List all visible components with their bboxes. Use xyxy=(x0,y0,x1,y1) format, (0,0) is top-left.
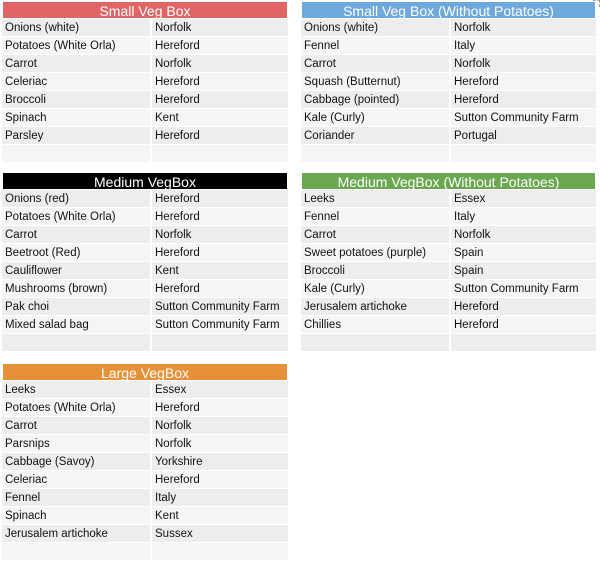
table-row xyxy=(2,280,288,298)
table-row xyxy=(2,316,288,334)
origin-cell: Italy xyxy=(152,489,288,507)
table-row xyxy=(2,417,288,435)
origin-cell: Yorkshire xyxy=(152,453,288,471)
vegetable-cell: Fennel xyxy=(301,37,451,55)
empty-cell xyxy=(152,543,288,561)
empty-cell xyxy=(152,334,288,352)
table-header: Small Veg Box (Without Potatoes) xyxy=(301,1,596,19)
table-row xyxy=(2,262,288,280)
table-row xyxy=(301,37,596,55)
selection-corner-marker xyxy=(593,0,600,7)
vegetable-cell: Carrot xyxy=(301,226,451,244)
vegetable-cell: Spinach xyxy=(2,109,152,127)
origin-cell: Hereford xyxy=(451,298,596,316)
vegetable-cell: Jerusalem artichoke xyxy=(301,298,451,316)
vegetable-cell: Broccoli xyxy=(301,262,451,280)
vegetable-cell: Parsley xyxy=(2,127,152,145)
table-row xyxy=(2,489,288,507)
table-row xyxy=(2,109,288,127)
origin-cell: Hereford xyxy=(152,244,288,262)
table-row xyxy=(2,381,288,399)
vegetable-cell: Cabbage (Savoy) xyxy=(2,453,152,471)
empty-cell xyxy=(301,145,451,163)
origin-cell: Kent xyxy=(152,507,288,525)
table-row xyxy=(2,55,288,73)
table-body xyxy=(301,19,596,163)
origin-cell: Hereford xyxy=(152,208,288,226)
table-row xyxy=(301,262,596,280)
vegetable-cell: Fennel xyxy=(2,489,152,507)
vegetable-cell: Chillies xyxy=(301,316,451,334)
vegetable-cell: Leeks xyxy=(301,190,451,208)
vegetable-cell: Broccoli xyxy=(2,91,152,109)
origin-cell: Norfolk xyxy=(451,226,596,244)
vegetable-cell: Mushrooms (brown) xyxy=(2,280,152,298)
origin-cell: Kent xyxy=(152,109,288,127)
origin-cell: Norfolk xyxy=(152,55,288,73)
vegetable-cell: Onions (red) xyxy=(2,190,152,208)
small-veg-box-without-potatoes-table xyxy=(301,1,596,163)
vegetable-cell: Fennel xyxy=(301,208,451,226)
vegetable-cell: Potatoes (White Orla) xyxy=(2,37,152,55)
empty-cell xyxy=(2,334,152,352)
table-row xyxy=(2,298,288,316)
table-row xyxy=(301,109,596,127)
origin-cell: Sutton Community Farm xyxy=(152,316,288,334)
table-row xyxy=(2,244,288,262)
vegetable-cell: Beetroot (Red) xyxy=(2,244,152,262)
table-row xyxy=(2,208,288,226)
empty-cell xyxy=(152,145,288,163)
table-body xyxy=(2,381,288,561)
table-body xyxy=(2,19,288,163)
vegetable-cell: Kale (Curly) xyxy=(301,280,451,298)
origin-cell: Sutton Community Farm xyxy=(152,298,288,316)
origin-cell: Sutton Community Farm xyxy=(451,109,596,127)
large-vegbox-table xyxy=(2,363,288,561)
vegetable-cell: Cabbage (pointed) xyxy=(301,91,451,109)
table-row xyxy=(301,127,596,145)
origin-cell: Norfolk xyxy=(451,55,596,73)
origin-cell: Hereford xyxy=(152,127,288,145)
vegetable-cell: Celeriac xyxy=(2,73,152,91)
table-header: Medium VegBox xyxy=(2,172,288,190)
empty-cell xyxy=(2,145,152,163)
origin-cell: Hereford xyxy=(451,91,596,109)
origin-cell: Hereford xyxy=(152,190,288,208)
table-header: Large VegBox xyxy=(2,363,288,381)
table-row xyxy=(301,208,596,226)
vegetable-cell: Onions (white) xyxy=(2,19,152,37)
table-row xyxy=(2,507,288,525)
table-row xyxy=(2,453,288,471)
table-row xyxy=(2,525,288,543)
table-header: Small Veg Box xyxy=(2,1,288,19)
vegetable-cell: Potatoes (White Orla) xyxy=(2,208,152,226)
origin-cell: Italy xyxy=(451,37,596,55)
vegetable-cell: Coriander xyxy=(301,127,451,145)
table-row xyxy=(301,316,596,334)
vegetable-cell: Parsnips xyxy=(2,435,152,453)
empty-cell xyxy=(301,334,451,352)
vegetable-cell: Mixed salad bag xyxy=(2,316,152,334)
table-body xyxy=(301,190,596,352)
vegetable-cell: Carrot xyxy=(2,417,152,435)
origin-cell: Essex xyxy=(152,381,288,399)
vegetable-cell: Kale (Curly) xyxy=(301,109,451,127)
origin-cell: Portugal xyxy=(451,127,596,145)
origin-cell: Sutton Community Farm xyxy=(451,280,596,298)
table-row xyxy=(2,73,288,91)
origin-cell: Hereford xyxy=(451,73,596,91)
table-row xyxy=(301,280,596,298)
table-row xyxy=(2,190,288,208)
origin-cell: Hereford xyxy=(152,91,288,109)
vegetable-cell: Cauliflower xyxy=(2,262,152,280)
table-row xyxy=(2,19,288,37)
empty-cell xyxy=(2,543,152,561)
empty-row xyxy=(301,334,596,352)
origin-cell: Norfolk xyxy=(152,19,288,37)
medium-vegbox-table xyxy=(2,172,288,352)
vegetable-cell: Spinach xyxy=(2,507,152,525)
table-row xyxy=(2,399,288,417)
empty-cell xyxy=(451,145,596,163)
vegetable-cell: Jerusalem artichoke xyxy=(2,525,152,543)
vegetable-cell: Carrot xyxy=(301,55,451,73)
vegetable-cell: Carrot xyxy=(2,55,152,73)
table-row xyxy=(2,471,288,489)
origin-cell: Norfolk xyxy=(152,435,288,453)
origin-cell: Italy xyxy=(451,208,596,226)
origin-cell: Spain xyxy=(451,262,596,280)
table-row xyxy=(2,91,288,109)
table-row xyxy=(301,19,596,37)
vegetable-cell: Potatoes (White Orla) xyxy=(2,399,152,417)
origin-cell: Norfolk xyxy=(152,226,288,244)
empty-cell xyxy=(451,334,596,352)
origin-cell: Norfolk xyxy=(152,417,288,435)
table-row xyxy=(301,190,596,208)
origin-cell: Hereford xyxy=(152,37,288,55)
table-row xyxy=(301,73,596,91)
small-veg-box-table xyxy=(2,1,288,163)
origin-cell: Spain xyxy=(451,244,596,262)
origin-cell: Norfolk xyxy=(451,19,596,37)
origin-cell: Hereford xyxy=(451,316,596,334)
empty-row xyxy=(2,334,288,352)
origin-cell: Essex xyxy=(451,190,596,208)
vegetable-cell: Carrot xyxy=(2,226,152,244)
table-row xyxy=(301,244,596,262)
vegetable-cell: Celeriac xyxy=(2,471,152,489)
origin-cell: Kent xyxy=(152,262,288,280)
medium-vegbox-without-potatoes-table xyxy=(301,172,596,352)
empty-row xyxy=(301,145,596,163)
table-row xyxy=(2,226,288,244)
table-body xyxy=(2,190,288,352)
table-row xyxy=(2,37,288,55)
table-row xyxy=(301,298,596,316)
empty-row xyxy=(2,543,288,561)
table-header: Medium VegBox (Without Potatoes) xyxy=(301,172,596,190)
table-row xyxy=(301,91,596,109)
vegetable-cell: Onions (white) xyxy=(301,19,451,37)
table-row xyxy=(301,226,596,244)
origin-cell: Hereford xyxy=(152,73,288,91)
table-row xyxy=(2,127,288,145)
vegetable-cell: Pak choi xyxy=(2,298,152,316)
vegetable-cell: Leeks xyxy=(2,381,152,399)
vegetable-cell: Sweet potatoes (purple) xyxy=(301,244,451,262)
table-row xyxy=(2,435,288,453)
empty-row xyxy=(2,145,288,163)
origin-cell: Sussex xyxy=(152,525,288,543)
table-row xyxy=(301,55,596,73)
vegetable-cell: Squash (Butternut) xyxy=(301,73,451,91)
origin-cell: Hereford xyxy=(152,471,288,489)
origin-cell: Hereford xyxy=(152,399,288,417)
origin-cell: Hereford xyxy=(152,280,288,298)
